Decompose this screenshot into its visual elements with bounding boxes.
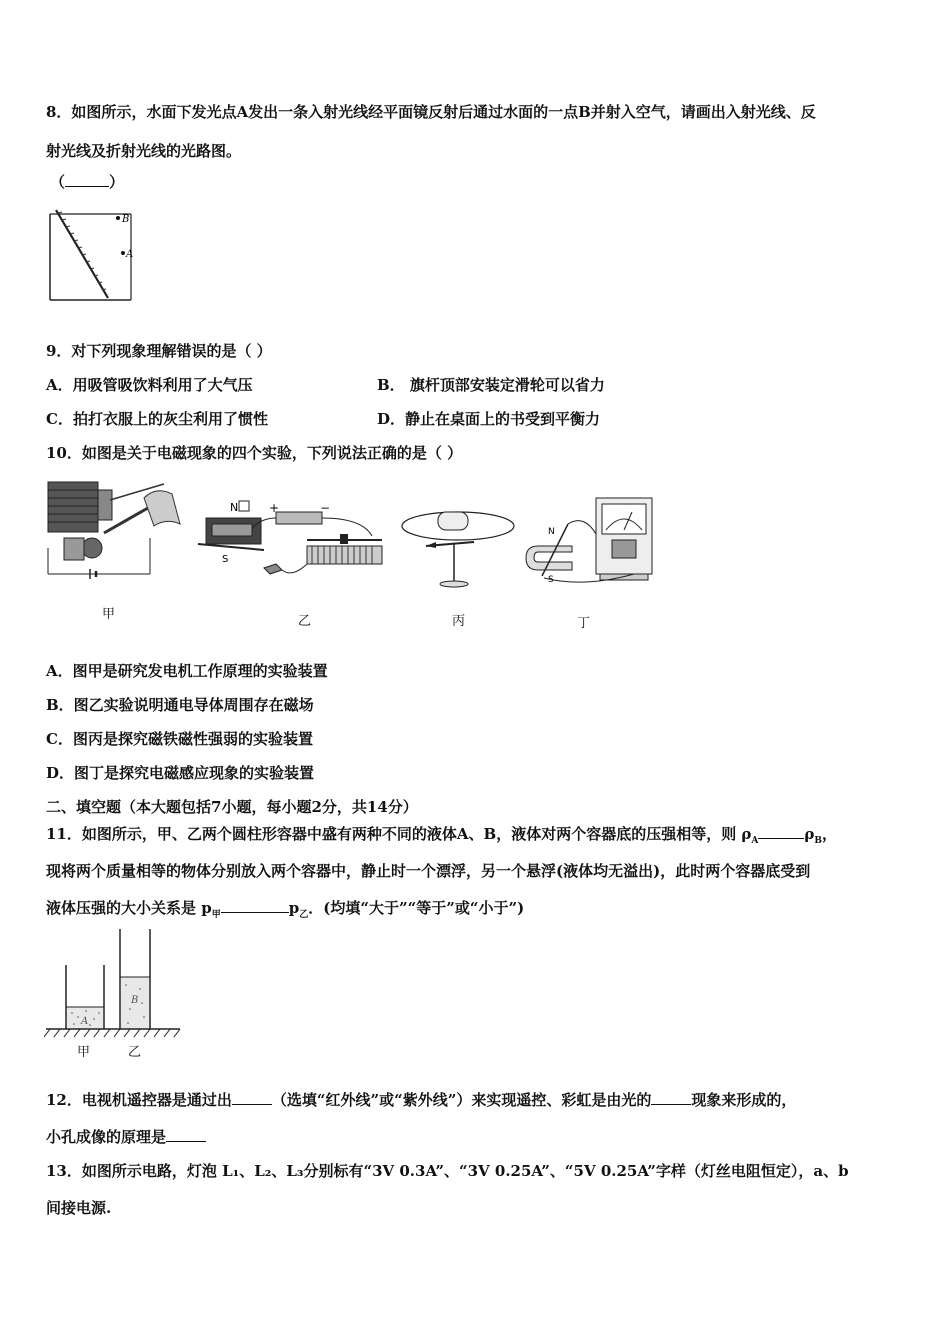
q9-option-b: B． 旗杆顶部安装定滑轮可以省力 [377, 376, 605, 394]
q10-stem: 10．如图是关于电磁现象的四个实验，下列说法正确的是（ ） [46, 444, 463, 462]
q9-option-a: A．用吸管吸饮料利用了大气压 [46, 376, 253, 394]
q11-p-yi: p [288, 899, 300, 917]
svg-text:−: − [320, 501, 331, 515]
q11-line-3-end: ．(均填“大于”“等于”或“小于”) [308, 899, 525, 917]
q10-figure-bing [396, 500, 521, 590]
q11-liquid-b-label: B [131, 995, 139, 1006]
svg-text:S: S [222, 554, 229, 565]
q11-rho-a-sub: A [751, 836, 759, 846]
q11-liquid-a-label: A [81, 1016, 89, 1027]
q10-option-c: C．图丙是探究磁铁磁性强弱的实验装置 [46, 730, 313, 748]
q8-figure-mirror-diagram [44, 205, 144, 305]
q8-answer [50, 172, 124, 192]
q12-blank-3[interactable] [166, 1127, 206, 1142]
q10-caption-yi: 乙 [298, 614, 312, 629]
q12-blank-2[interactable] [651, 1090, 691, 1105]
q10-caption-bing: 丙 [452, 614, 466, 629]
q11-p-yi-sub: 乙 [299, 910, 309, 920]
q10-option-a: A．图甲是研究发电机工作原理的实验装置 [46, 662, 328, 680]
q10-option-b: B．图乙实验说明通电导体周围存在磁场 [46, 696, 314, 714]
q10-figure-ding [524, 494, 664, 589]
q11-caption-yi: 乙 [128, 1045, 142, 1060]
q11-line-1-text: 11．如图所示，甲、乙两个圆柱形容器中盛有两种不同的液体A、B，液体对两个容器底的压强相等，则 ρ [46, 825, 752, 843]
q11-line-2: 现将两个质量相等的物体分别放入两个容器中，静止时一个漂浮，另一个悬浮(液体均无溢出)，此时两个容器底受到 [46, 862, 811, 880]
q11-blank-2[interactable] [221, 898, 289, 913]
q9-option-d: D．静止在桌面上的书受到平衡力 [377, 410, 601, 428]
q9-stem: 9．对下列现象理解错误的是（ ） [46, 342, 272, 360]
q11-blank-1[interactable] [758, 824, 804, 839]
q12-line-2 [46, 1127, 206, 1147]
q12-line-1-c: 现象来形成的， [691, 1091, 797, 1109]
q8-point-b-label: B [122, 214, 130, 225]
q13-line-1: 13．如图所示电路，灯泡 L₁、L₂、L₃分别标有“3V 0.3A”、“3V 0.25A”、“5V 0.25A”字样（灯丝电阻恒定），a、b [46, 1162, 849, 1180]
section-2-heading: 二、填空题（本大题包括7小题，每小题2分，共14分） [46, 798, 418, 816]
q8-line-2: 射光线及折射光线的光路图。 [46, 142, 242, 160]
q10-caption-jia: 甲 [102, 607, 116, 622]
q12-line-1-b: （选填“红外线”或“紫外线”）来实现遥控、彩虹是由光的 [271, 1091, 652, 1109]
svg-text:N: N [548, 527, 555, 537]
q12-line-2-text: 小孔成像的原理是 [46, 1128, 167, 1146]
q11-rho-b: ρ [804, 825, 815, 843]
q13-line-2: 间接电源. [46, 1199, 112, 1217]
q11-caption-jia: 甲 [77, 1045, 91, 1060]
q10-figure-yi [192, 498, 392, 588]
q12-line-1-a: 12．电视机遥控器是通过出 [46, 1091, 232, 1109]
q11-line-3-text: 液体压强的大小关系是 p [46, 899, 212, 917]
q10-option-d: D．图丁是探究电磁感应现象的实验装置 [46, 764, 315, 782]
q10-figure-jia [44, 478, 189, 583]
q8-answer-open: （ [50, 173, 66, 191]
q12-line-1 [46, 1090, 796, 1110]
q8-answer-close: ） [109, 173, 125, 191]
q11-rho-b-sub: B [814, 836, 822, 846]
q9-option-c: C．拍打衣服上的灰尘利用了惯性 [46, 410, 268, 428]
svg-text:N: N [230, 501, 239, 514]
svg-text:S: S [548, 575, 554, 585]
q11-line-1 [46, 824, 837, 851]
q12-blank-1[interactable] [232, 1090, 272, 1105]
q8-line-1: 8．如图所示，水面下发光点A发出一条入射光线经平面镜反射后通过水面的一点B并射入空气，请画出入射光线、反 [46, 103, 816, 121]
q8-answer-blank[interactable] [65, 172, 109, 187]
q10-caption-ding: 丁 [577, 616, 591, 631]
q11-p-jia-sub: 甲 [211, 910, 221, 920]
q11-line-3 [46, 898, 524, 925]
q11-figure-containers [44, 925, 184, 1040]
q11-line-1-end: ， [821, 825, 837, 843]
q8-point-a-label: A [126, 249, 134, 260]
svg-text:+: + [269, 501, 280, 515]
